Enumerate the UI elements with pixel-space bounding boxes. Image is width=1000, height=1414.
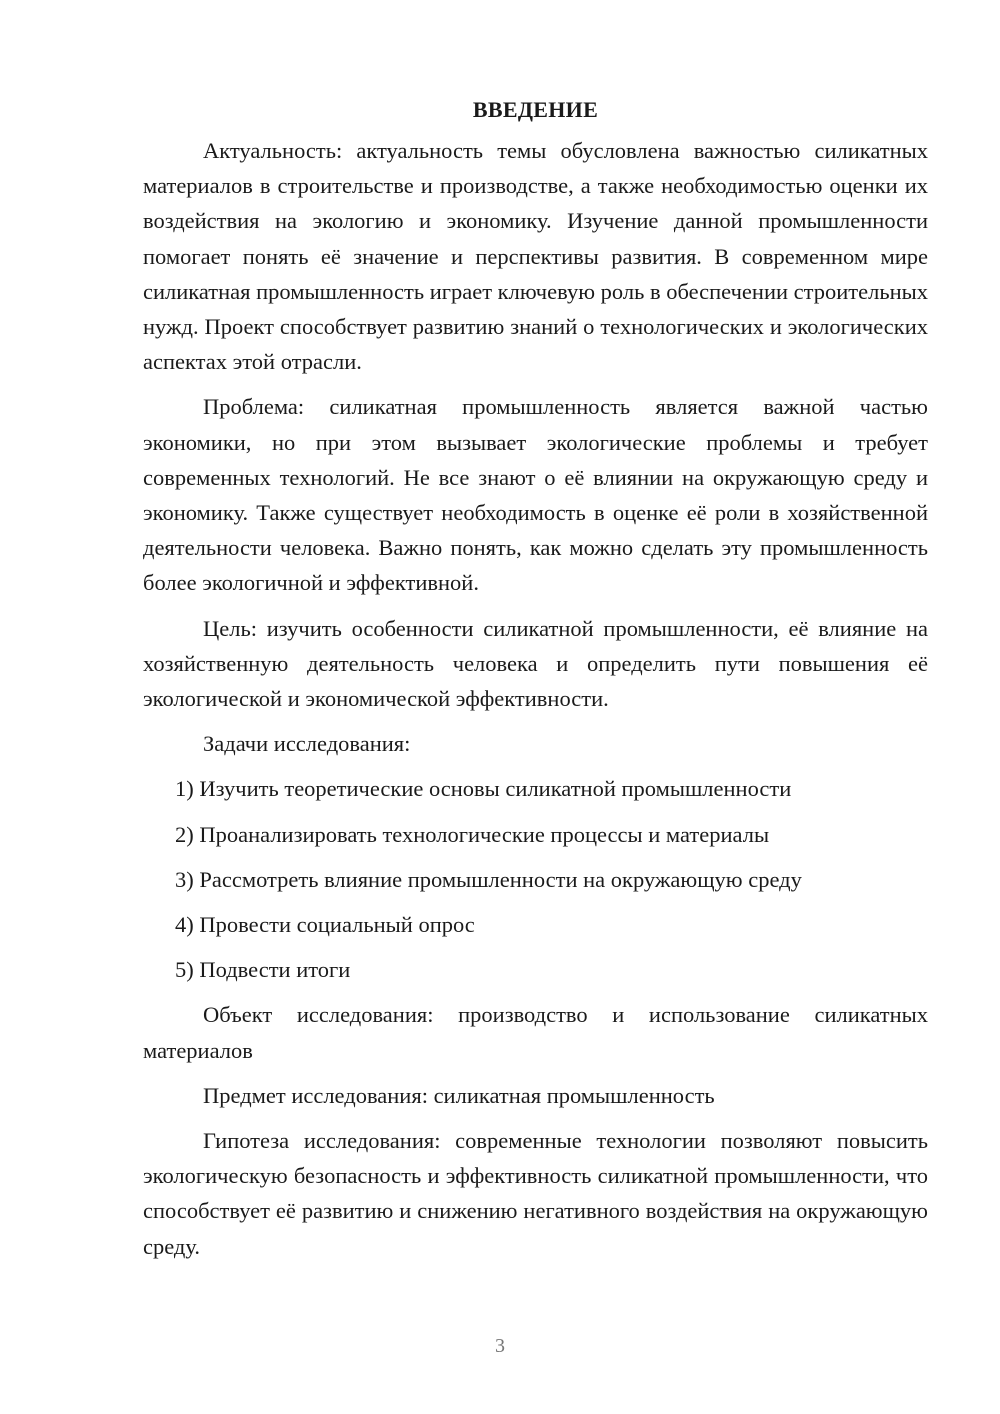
list-item: 5) Подвести итоги [175, 957, 351, 983]
relevance-paragraph: Актуальность: актуальность темы обусловлена важностью силикатных материалов в строительстве и производстве, а также необходимостью оценки их воздействия на экологию и экономику. Изучение данной промышленности помогает понять её значение и перспективы развития. В современном мире силикатная промышленность играет ключевую роль в обеспечении строительных нужд. Проект способствует развитию знаний о технологических и экологических аспектах этой отрасли. [143, 138, 929, 375]
list-item: 4) Провести социальный опрос [175, 912, 475, 938]
tasks-title: Задачи исследования: [203, 731, 411, 757]
goal-paragraph: Цель: изучить особенности силикатной промышленности, её влияние на хозяйственную деятельность человека и определить пути повышения её экологической и экономической эффективности. [143, 615, 928, 712]
page-title: ВВЕДЕНИЕ [472, 97, 599, 122]
problem-paragraph: Проблема: силикатная промышленность является важной частью экономики, но при этом вызывает экологические проблемы и требует современных технологий. Не все знают о её влиянии на окружающую среду и экономику. Также существует необходимость в оценке её роли в хозяйственной деятельности человека. Важно понять, как можно сделать эту промышленность более экологичной и эффективной. [143, 394, 928, 596]
object-paragraph: Объект исследования: производство и использование силикатных материалов [143, 1002, 928, 1063]
page-number: 3 [495, 1335, 505, 1357]
hypothesis-paragraph: Гипотеза исследования: современные технологии позволяют повысить экологическую безопасность и эффективность силикатной промышленности, что способствует её развитию и снижению негативного воздействия на окружающую среду. [143, 1128, 928, 1259]
document-page [143, 92, 928, 1274]
subject-paragraph: Предмет исследования: силикатная промышленность [203, 1082, 715, 1108]
list-item: 1) Изучить теоретические основы силикатной промышленности [175, 776, 792, 802]
list-item: 3) Рассмотреть влияние промышленности на окружающую среду [175, 866, 802, 892]
list-item: 2) Проанализировать технологические процессы и материалы [175, 821, 770, 847]
tasks-list [143, 771, 928, 987]
